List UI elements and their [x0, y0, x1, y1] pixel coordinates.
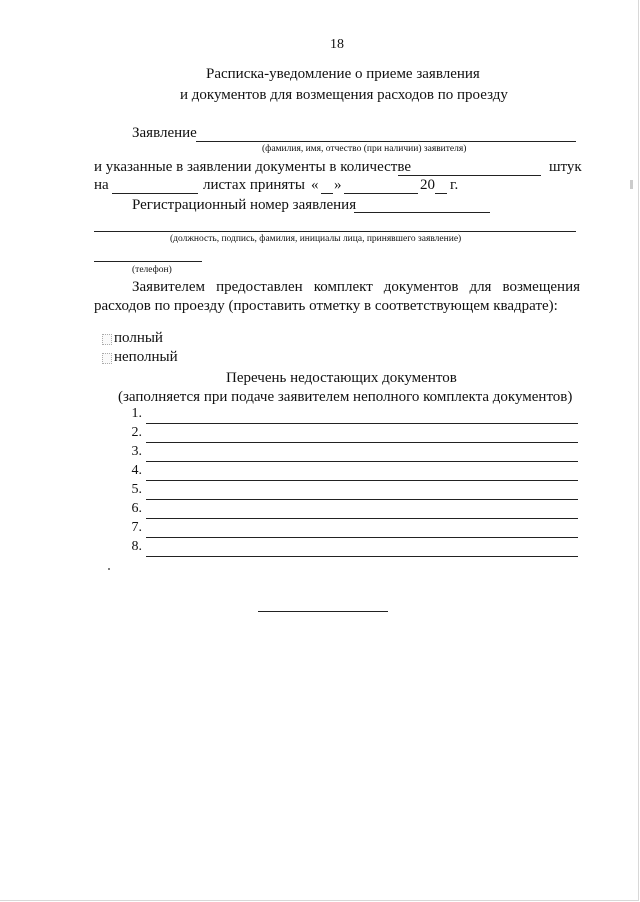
year-suffix: г.: [450, 177, 459, 193]
list-item-line[interactable]: [146, 499, 578, 500]
list-item-number: 5.: [131, 482, 142, 497]
docs-count-prefix: и указанные в заявлении документы в количестве: [94, 159, 411, 175]
quote-open: «: [311, 177, 319, 193]
incomplete-checkbox[interactable]: [102, 353, 112, 364]
phone-field[interactable]: [94, 261, 202, 262]
list-item-number: 1.: [131, 406, 142, 421]
list-item-line[interactable]: [146, 537, 578, 538]
list-item-line[interactable]: [146, 442, 578, 443]
year-field[interactable]: [435, 193, 447, 194]
closing-separator: [258, 611, 388, 612]
statement-line-1: Заявителем предоставлен комплект документов для возмещения: [132, 279, 580, 295]
reg-number-label: Регистрационный номер заявления: [132, 197, 357, 213]
list-item-line[interactable]: [146, 423, 578, 424]
complete-checkbox[interactable]: [102, 334, 112, 345]
applicant-hint: (фамилия, имя, отчество (при наличии) заявителя): [262, 144, 467, 154]
missing-docs-subheading: (заполняется при подаче заявителем неполного комплекта документов): [118, 389, 573, 405]
complete-label: полный: [114, 330, 163, 346]
day-field[interactable]: [321, 193, 333, 194]
year-prefix: 20: [420, 177, 435, 193]
applicant-name-field[interactable]: [196, 141, 576, 142]
application-label: Заявление: [132, 125, 197, 141]
on-label: на: [94, 177, 109, 193]
list-item-number: 7.: [131, 520, 142, 535]
list-item-number: 2.: [131, 425, 142, 440]
missing-docs-heading: Перечень недостающих документов: [226, 370, 457, 386]
statement-line-2: расходов по проезду (проставить отметку в соответствующем квадрате):: [94, 298, 558, 314]
phone-hint: (телефон): [132, 265, 172, 275]
title-line-2: и документов для возмещения расходов по проезду: [180, 87, 508, 103]
docs-count-unit: штук: [549, 159, 582, 175]
incomplete-label: неполный: [114, 349, 178, 365]
title-line-1: Расписка-уведомление о приеме заявления: [206, 66, 480, 82]
quote-close: »: [334, 177, 342, 193]
list-item-number: 3.: [131, 444, 142, 459]
reg-number-field[interactable]: [354, 212, 490, 213]
list-item-number: 6.: [131, 501, 142, 516]
list-item-number: 8.: [131, 539, 142, 554]
list-item-number: 4.: [131, 463, 142, 478]
scan-edge-mark: [630, 180, 633, 189]
list-item-line[interactable]: [146, 480, 578, 481]
month-field[interactable]: [344, 193, 418, 194]
sheets-accepted-label: листах приняты: [203, 177, 305, 193]
sheets-count-field[interactable]: [112, 193, 198, 194]
list-item-line[interactable]: [146, 556, 578, 557]
list-item-line[interactable]: [146, 461, 578, 462]
list-item-line[interactable]: [146, 518, 578, 519]
scan-dot: [108, 568, 110, 570]
official-signature-field[interactable]: [94, 231, 576, 232]
docs-count-field[interactable]: [398, 175, 541, 176]
page-number: 18: [330, 37, 344, 52]
official-hint: (должность, подпись, фамилия, инициалы лица, принявшего заявление): [170, 234, 462, 244]
